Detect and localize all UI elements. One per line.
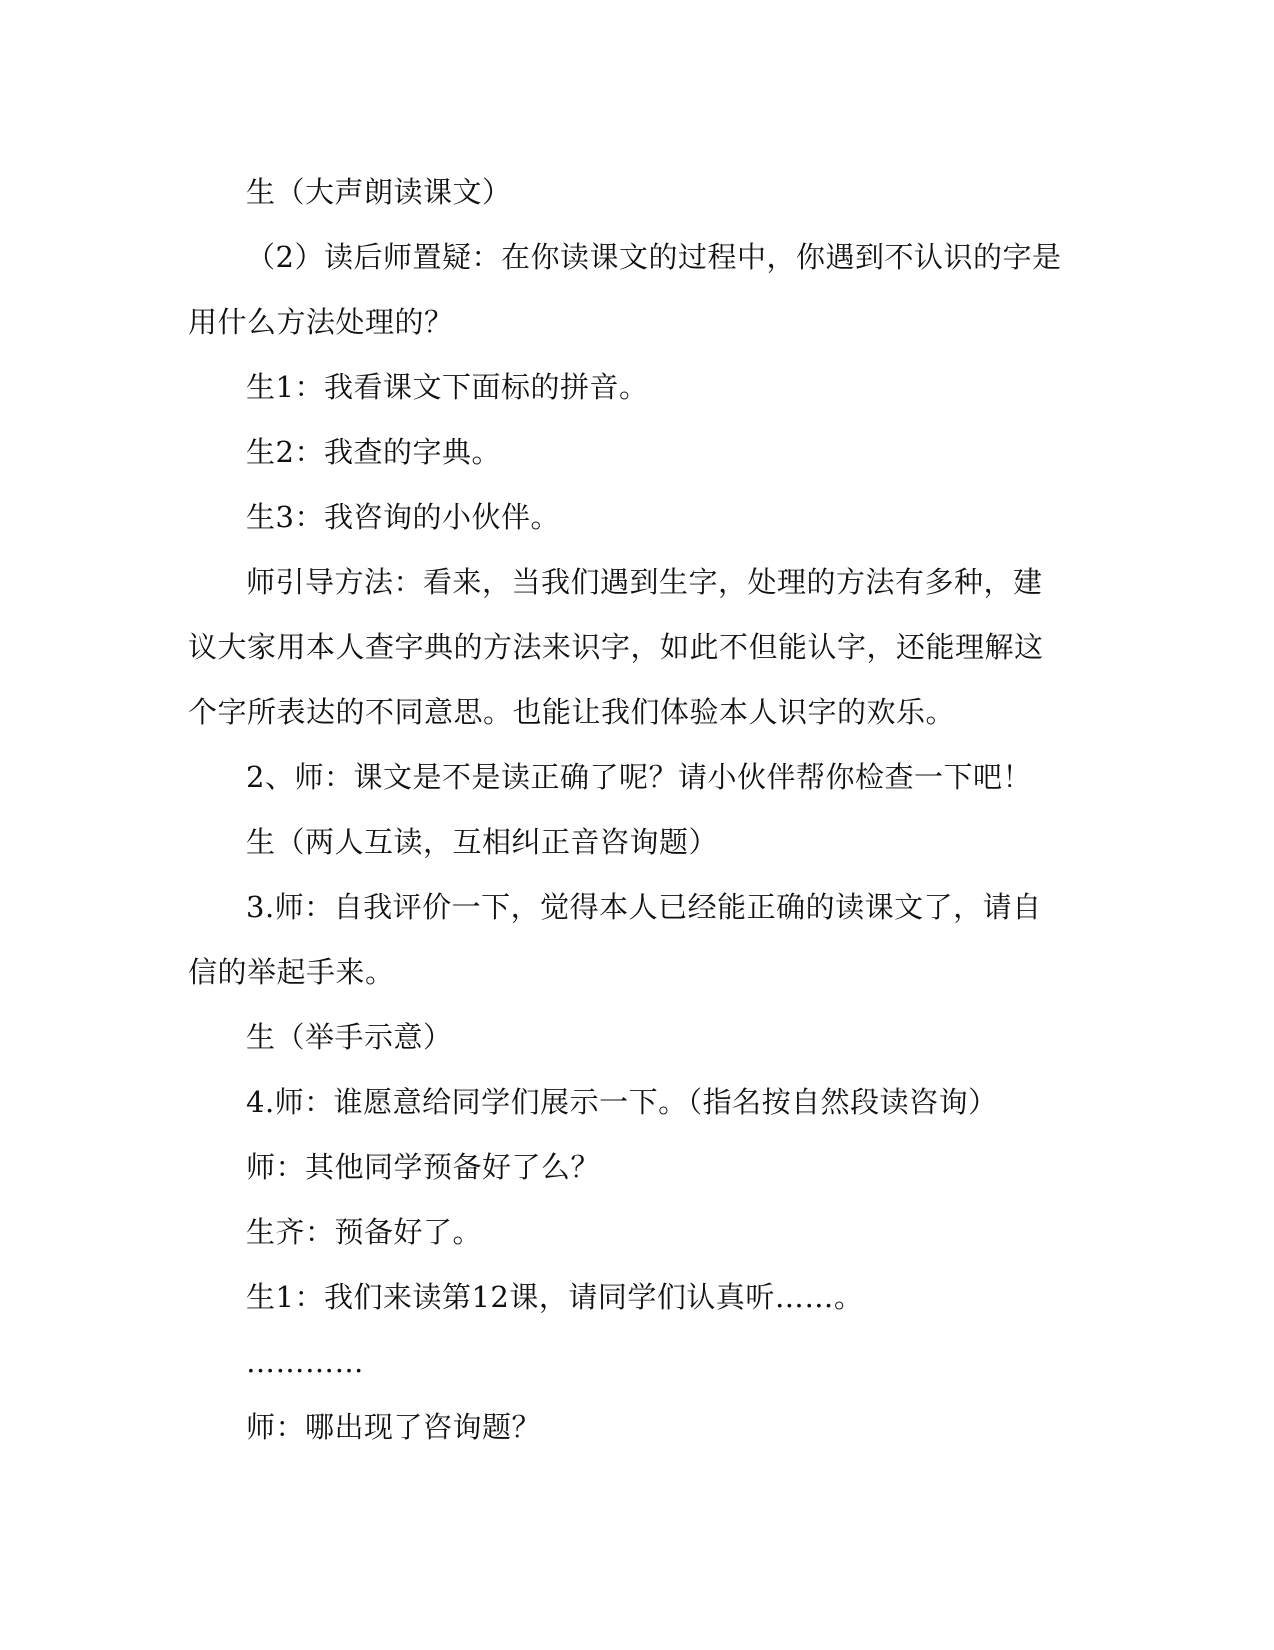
paragraph-8: 生（两人互读，互相纠正音咨询题） [246, 825, 719, 859]
paragraph-10: 生（举手示意） [246, 1020, 453, 1054]
document-body [188, 160, 1068, 1460]
paragraph-13: 生齐：预备好了。 [246, 1215, 483, 1249]
paragraph-6: 师引导方法：看来，当我们遇到生字，处理的方法有多种，建议大家用本人查字典的方法来识字，如此不但能认字，还能理解这个字所表达的不同意思。也能让我们体验本人识字的欢乐。 [188, 565, 1044, 729]
paragraph-1: 生（大声朗读课文） [246, 175, 512, 209]
paragraph-4: 生2：我查的字典。 [246, 435, 501, 469]
paragraph-2: （2）读后师置疑：在你读课文的过程中，你遇到不认识的字是用什么方法处理的？ [188, 240, 1062, 339]
paragraph-9: 3.师：自我评价一下，觉得本人已经能正确的读课文了，请自信的举起手来。 [188, 890, 1042, 989]
paragraph-12: 师：其他同学预备好了么？ [246, 1150, 601, 1184]
paragraph-5: 生3：我咨询的小伙伴。 [246, 500, 560, 534]
paragraph-3: 生1：我看课文下面标的拼音。 [246, 370, 649, 404]
paragraph-11: 4.师：谁愿意给同学们展示一下。（指名按自然段读咨询） [246, 1085, 998, 1119]
paragraph-14: 生1：我们来读第12课，请同学们认真听……。 [246, 1280, 864, 1314]
paragraph-15: ………… [246, 1345, 364, 1379]
paragraph-16: 师：哪出现了咨询题？ [246, 1410, 542, 1444]
paragraph-7: 2、师：课文是不是读正确了呢？请小伙伴帮你检查一下吧！ [246, 760, 1032, 794]
